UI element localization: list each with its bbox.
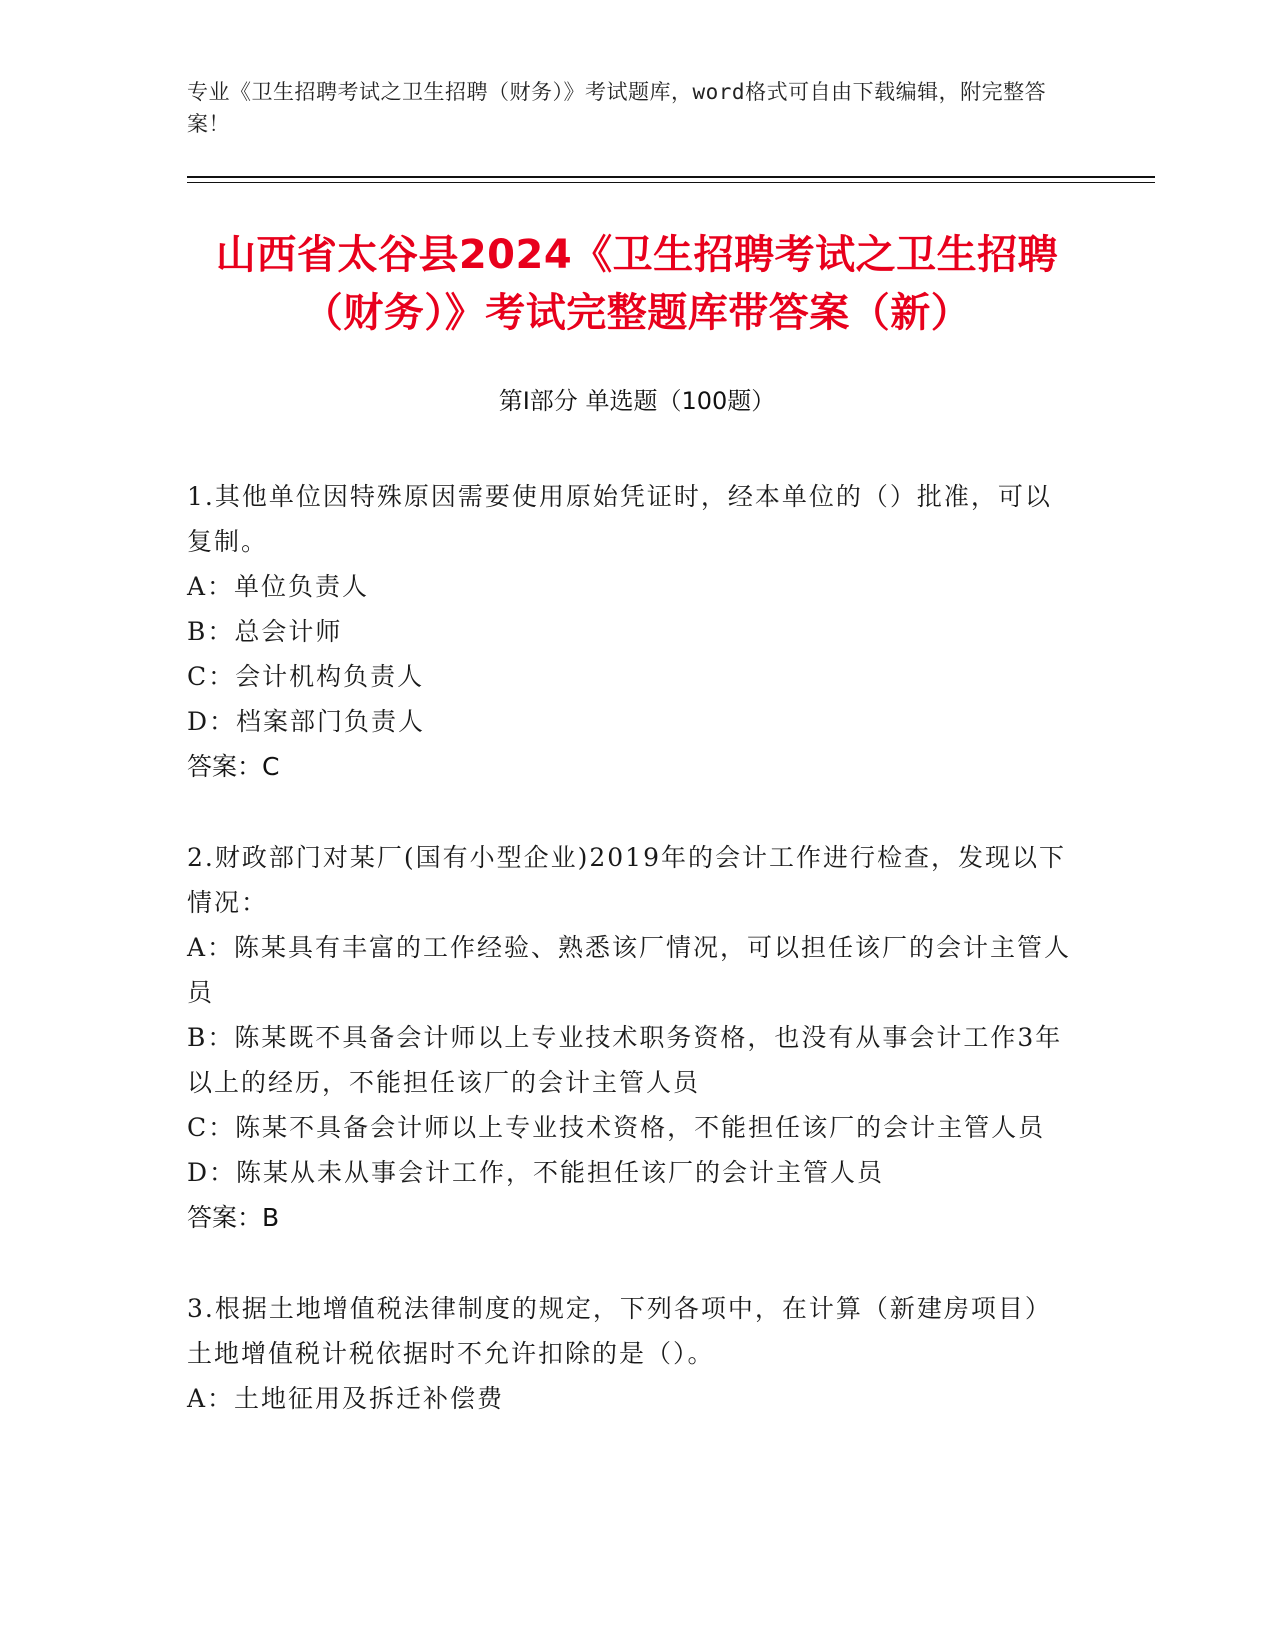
header-divider-thin (187, 182, 1155, 183)
question-3 (187, 1286, 1077, 1421)
option-a: A：陈某具有丰富的工作经验、熟悉该厂情况，可以担任该厂的会计主管人员 (187, 933, 1072, 1007)
option-c: C：会计机构负责人 (187, 662, 425, 691)
option-d: D：陈某从未从事会计工作，不能担任该厂的会计主管人员 (187, 1158, 885, 1187)
question-list (187, 474, 1077, 1467)
option-d: D：档案部门负责人 (187, 707, 426, 736)
header-divider-thick (187, 176, 1155, 178)
answer-line: 答案：B (187, 1203, 280, 1232)
option-b: B：总会计师 (187, 617, 343, 646)
header-note: 专业《卫生招聘考试之卫生招聘（财务）》考试题库，word格式可自由下载编辑，附完整答案！ (187, 80, 1047, 136)
question-stem: 1.其他单位因特殊原因需要使用原始凭证时，经本单位的（）批准，可以复制。 (187, 482, 1052, 556)
question-1 (187, 474, 1077, 789)
option-a: A：单位负责人 (187, 572, 370, 601)
option-b: B：陈某既不具备会计师以上专业技术职务资格，也没有从事会计工作3年以上的经历，不能担任该厂的会计主管人员 (187, 1023, 1063, 1097)
document-title: 山西省太谷县2024《卫生招聘考试之卫生招聘（财务）》考试完整题库带答案（新） (215, 232, 1059, 336)
question-stem: 2.财政部门对某厂(国有小型企业)2019年的会计工作进行检查，发现以下情况： (187, 843, 1066, 917)
question-stem: 3.根据土地增值税法律制度的规定，下列各项中，在计算（新建房项目）土地增值税计税依据时不允许扣除的是（）。 (187, 1294, 1052, 1368)
question-2 (187, 835, 1077, 1240)
section-heading: 第Ⅰ部分 单选题（100题） (498, 387, 776, 415)
option-c: C：陈某不具备会计师以上专业技术资格，不能担任该厂的会计主管人员 (187, 1113, 1046, 1142)
option-a: A：土地征用及拆迁补偿费 (187, 1384, 505, 1413)
answer-line: 答案：C (187, 752, 280, 781)
